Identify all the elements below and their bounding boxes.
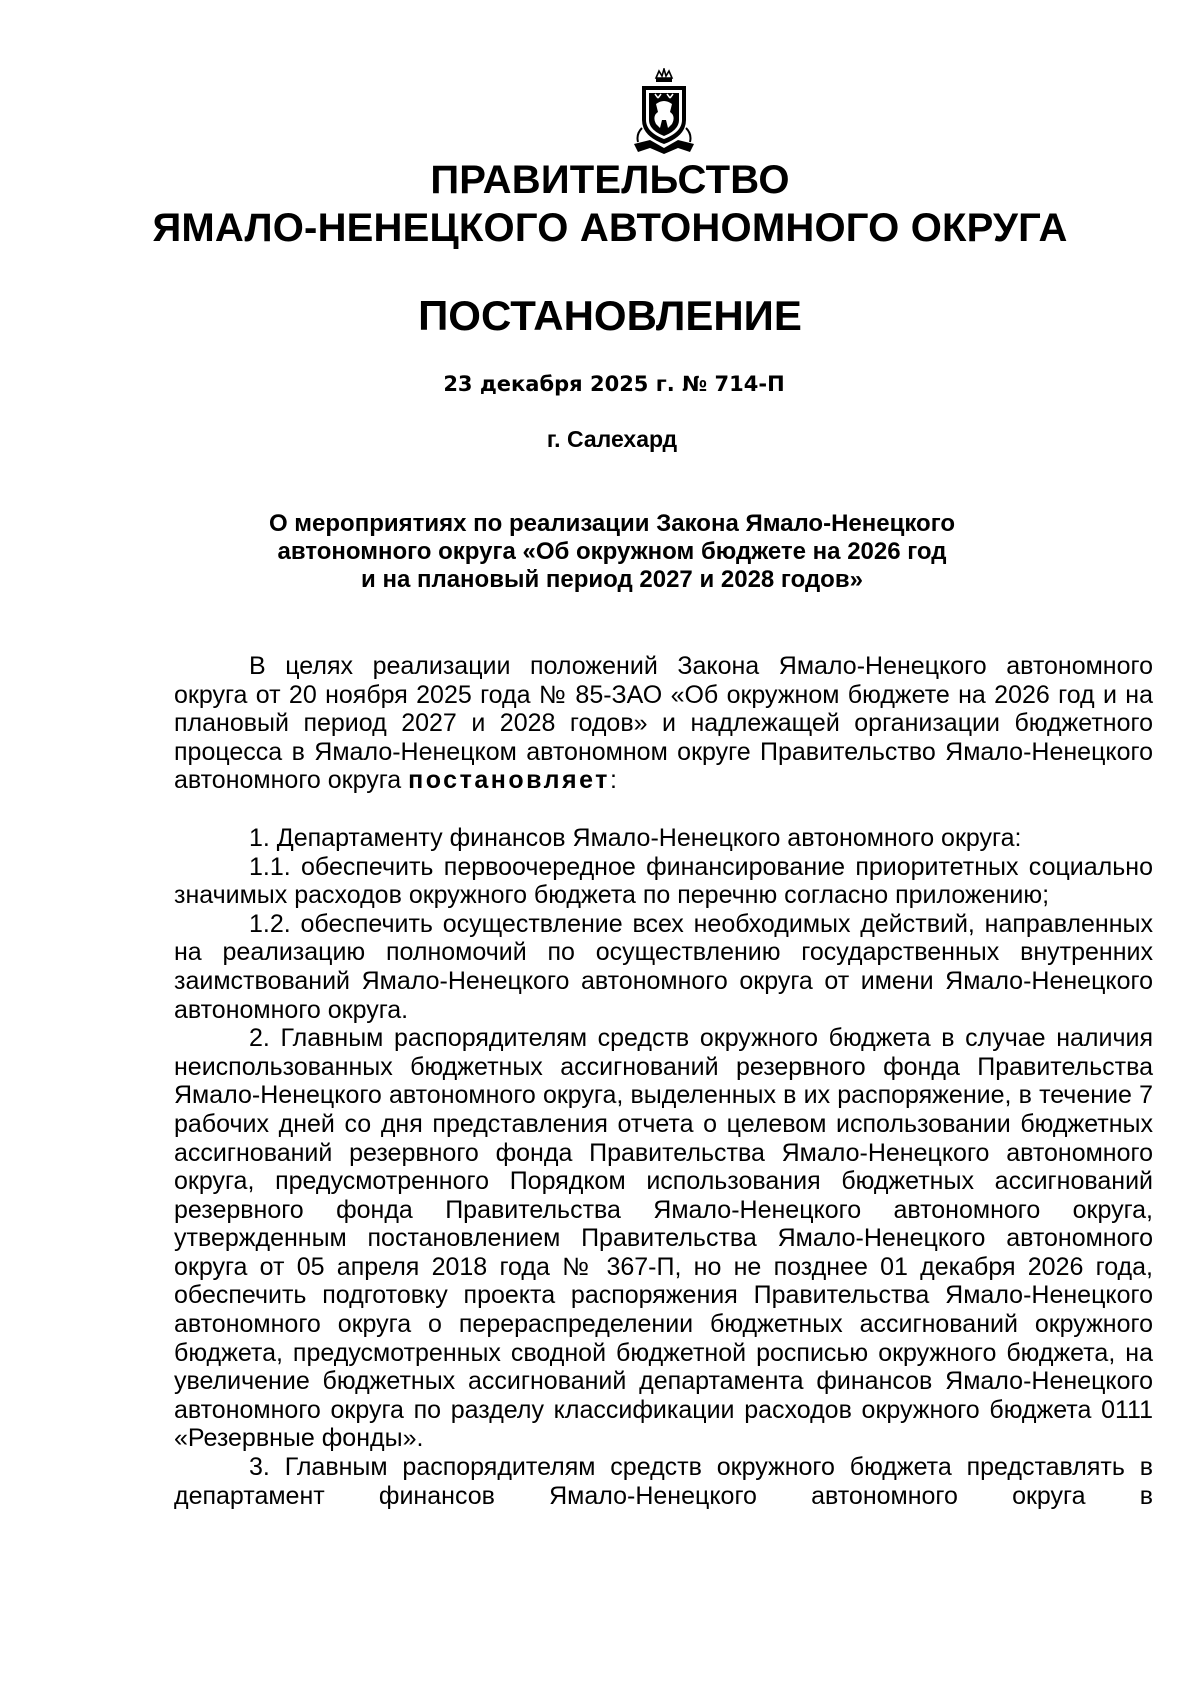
document-subject bbox=[0, 510, 1200, 594]
document-type: ПОСТАНОВЛЕНИЕ bbox=[418, 292, 802, 339]
preamble-paragraph bbox=[174, 652, 1153, 795]
item-1: 1. Департаменту финансов Ямало-Ненецкого автономного округа: bbox=[249, 823, 1022, 852]
item-2: 2. Главным распорядителям средств окружного бюджета в случае наличия неиспользованных бюджетных ассигнований резервного фонда Правительства Ямало-Ненецкого автономного округа, выделенных в их распоряжение, в течение 7 рабочих дней со дня представления отчета о целевом использовании бюджетных ассигнований резервного фонда Правительства Ямало-Ненецкого автономного округа, предусмотренного Порядком использования бюджетных ассигнований резервного фонда Правительства Ямало-Ненецкого автономного округа, утвержденным постановлением Правительства Ямало-Ненецкого автономного округа от 05 апреля 2018 года № 367-П, но не позднее 01 декабря 2026 года, обеспечить подготовку проекта распоряжения Правительства Ямало-Ненецкого автономного округа о перераспределении бюджетных ассигнований окружного бюджета, предусмотренных сводной бюджетной росписью окружного бюджета, на увеличение бюджетных ассигнований департамента финансов Ямало-Ненецкого автономного округа по разделу классификации расходов окружного бюджета 0111 «Резервные фонды». bbox=[174, 1024, 1153, 1453]
government-title-line2: ЯМАЛО-НЕНЕЦКОГО АВТОНОМНОГО ОКРУГА bbox=[152, 206, 1068, 250]
date-and-number: 23 декабря 2025 г. № 714-П bbox=[443, 372, 785, 396]
subject-line: О мероприятиях по реализации Закона Ямало-Ненецкого bbox=[268, 510, 956, 537]
preamble-text: В целях реализации положений Закона Ямало-Ненецкого автономного округа от 20 ноября 2025 года № 85-ЗАО «Об окружном бюджете на 2026 год и на плановый период 2027 и 2028 годов» и надлежащей организации бюджетного процесса в Ямало-Ненецком автономном округе Правительство Ямало-Ненецкого автономного округа bbox=[174, 652, 1153, 795]
coat-of-arms-emblem bbox=[628, 68, 700, 156]
item-3: 3. Главным распорядителям средств окружного бюджета представлять в департамент финансов Ямало-Ненецкого автономного округа в bbox=[174, 1453, 1153, 1510]
decree-word: постановляет bbox=[408, 766, 610, 795]
city: г. Салехард bbox=[546, 426, 678, 452]
subject-line: и на плановый период 2027 и 2028 годов» bbox=[361, 566, 863, 593]
document-body bbox=[174, 652, 1153, 1510]
item-1-1: 1.1. обеспечить первоочередное финансирование приоритетных социально значимых расходов окружного бюджета по перечню согласно приложению; bbox=[174, 852, 1153, 910]
preamble-end: : bbox=[609, 766, 617, 795]
subject-line: автономного округа «Об окружном бюджете на 2026 год bbox=[277, 538, 947, 565]
item-1-2: 1.2. обеспечить осуществление всех необходимых действий, направленных на реализацию полномочий по осуществлению государственных внутренних заимствований Ямало-Ненецкого автономного округа от имени Ямало-Ненецкого автономного округа. bbox=[174, 909, 1153, 1024]
government-title-line1: ПРАВИТЕЛЬСТВО bbox=[430, 158, 790, 202]
